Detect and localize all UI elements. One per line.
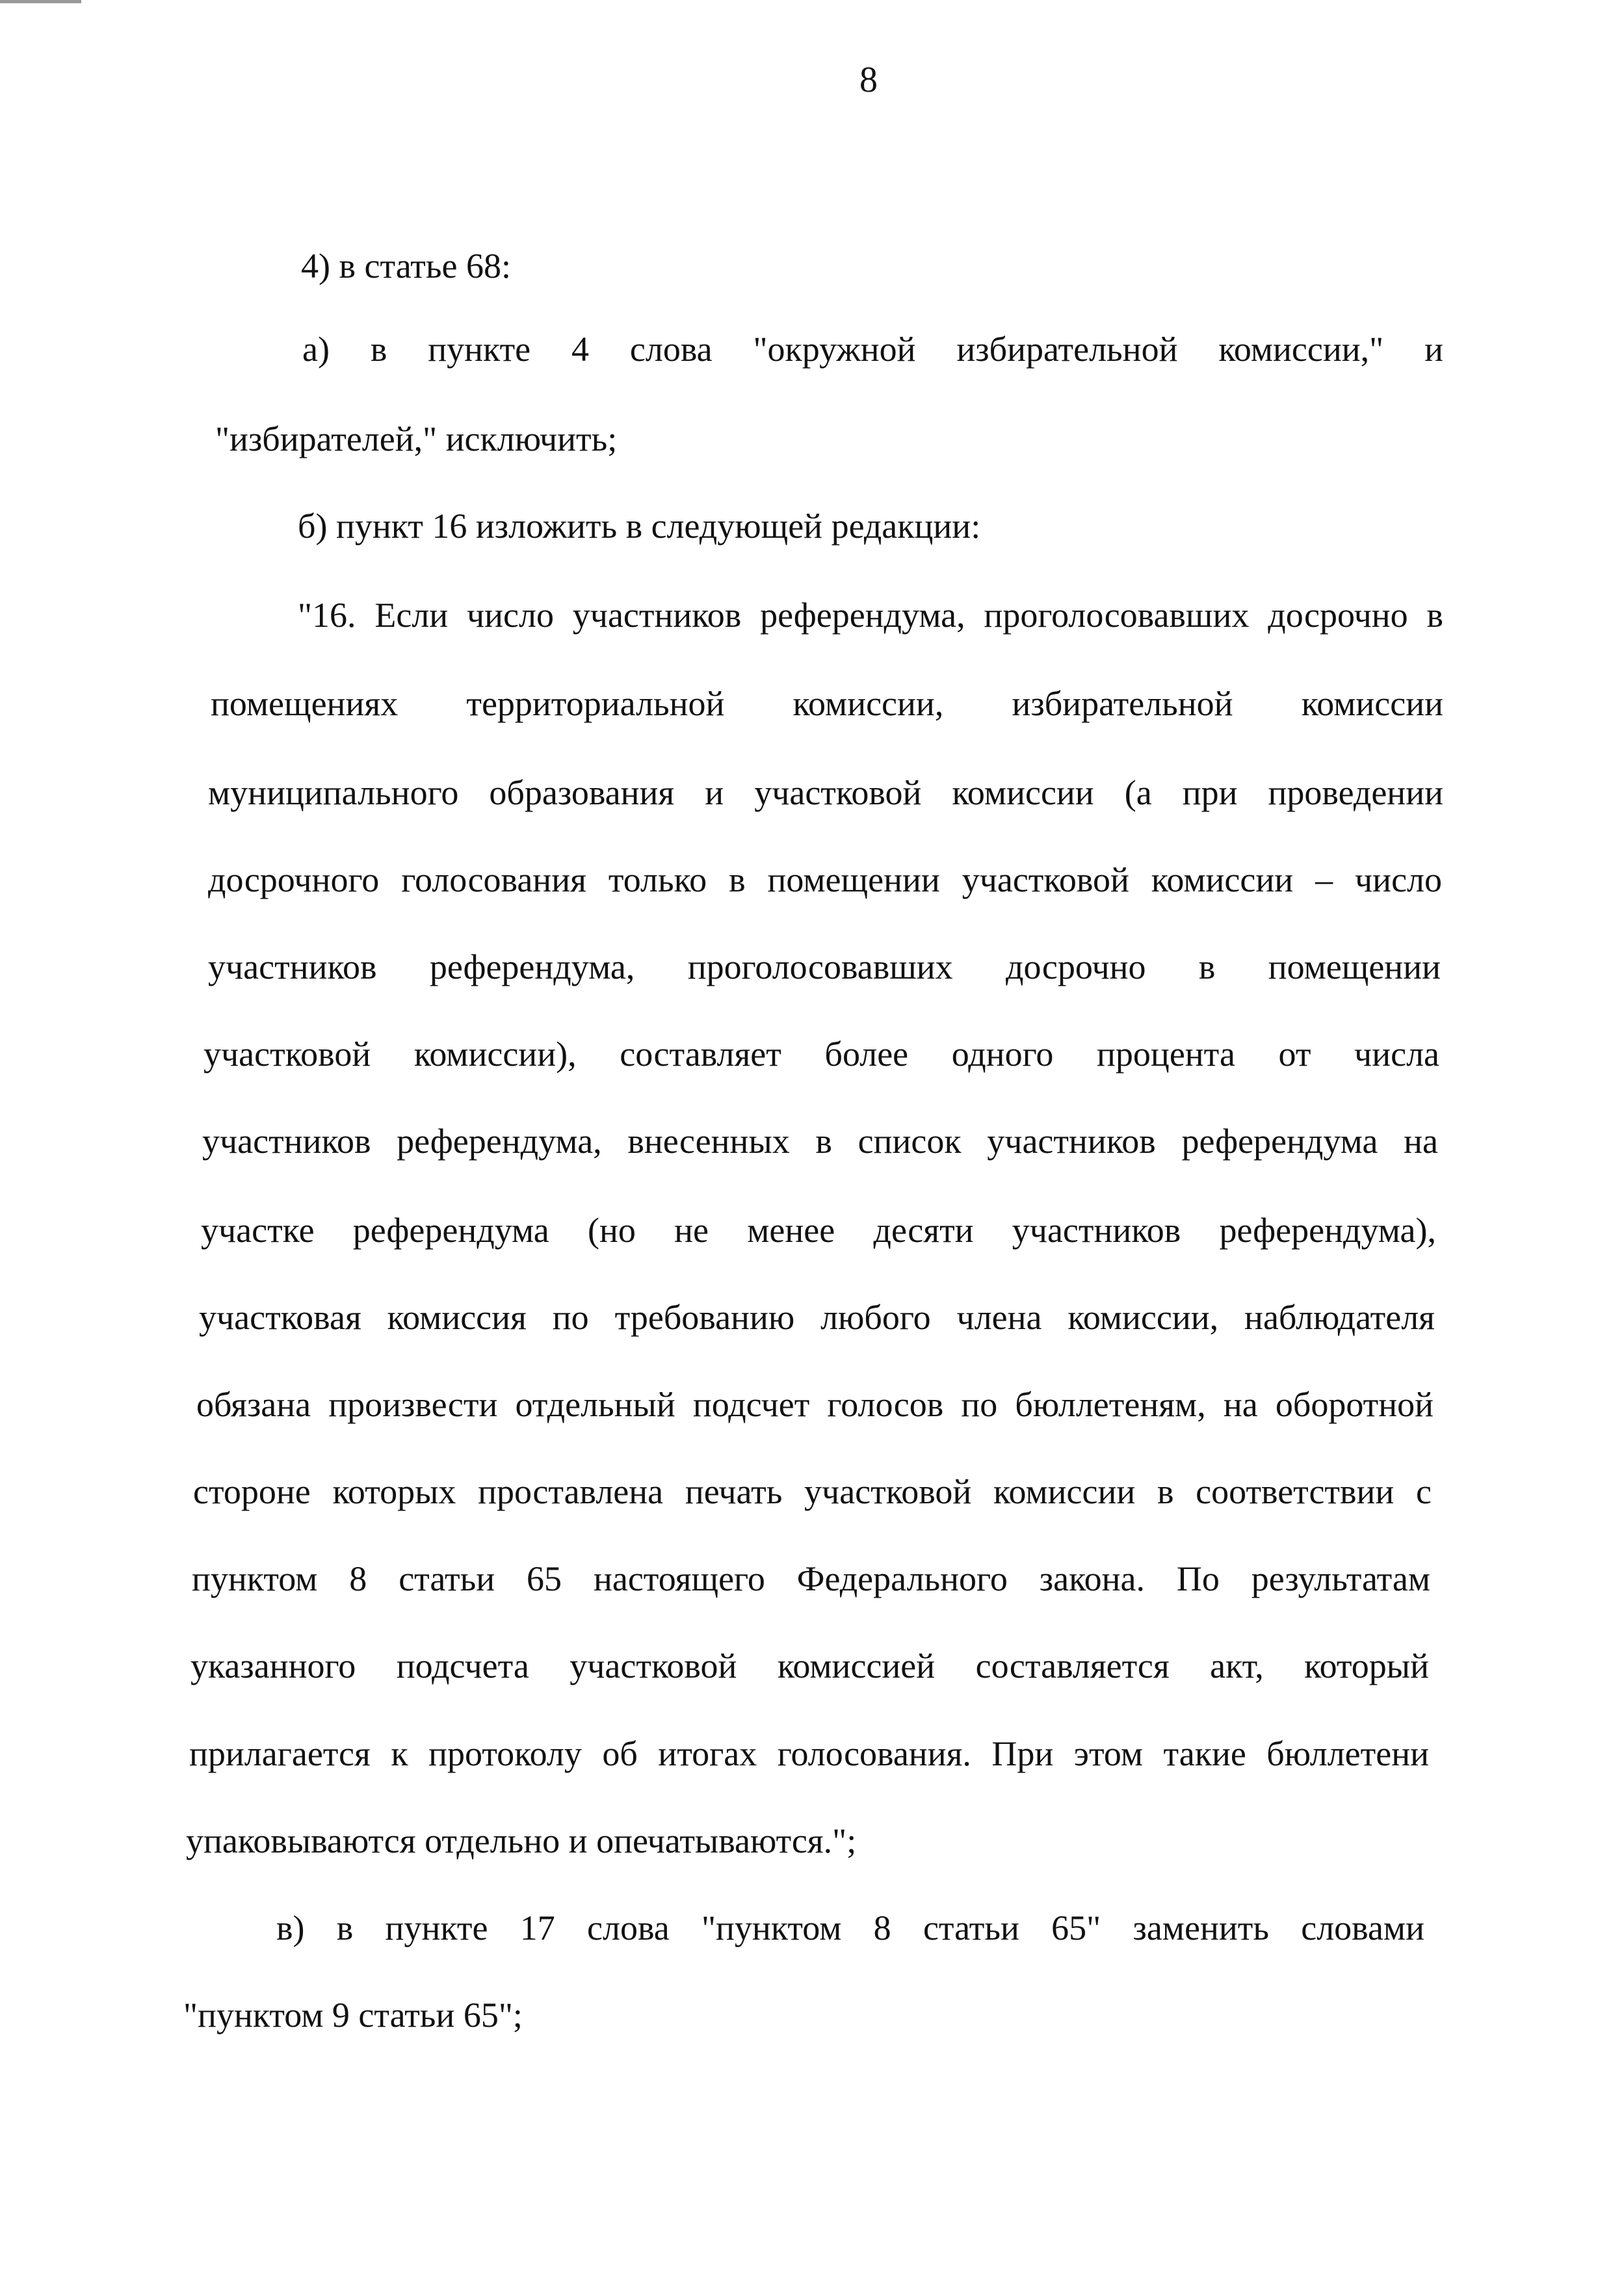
text-line: муниципального образования и участковой комиссии (а при проведении <box>208 773 1443 812</box>
text-line: участников референдума, проголосовавших досрочно в помещении <box>208 947 1441 986</box>
text-line: упаковываются отдельно и опечатываются."; <box>186 1821 857 1860</box>
text-line: пунктом 8 статьи 65 настоящего Федерального закона. По результатам <box>192 1559 1430 1598</box>
text-line: прилагается к протоколу об итогах голосования. При этом такие бюллетени <box>189 1734 1429 1773</box>
text-line: а) в пункте 4 слова "окружной избирательной комиссии," и <box>302 330 1443 369</box>
scan-artifact <box>0 0 81 3</box>
text-line: 4) в статье 68: <box>301 246 511 285</box>
text-line: "избирателей," исключить; <box>215 419 618 458</box>
text-line: "16. Если число участников референдума, проголосовавших досрочно в <box>298 596 1443 635</box>
text-line: указанного подсчета участковой комиссией составляется акт, который <box>190 1646 1429 1685</box>
text-line: участников референдума, внесенных в список участников референдума на <box>202 1122 1438 1161</box>
text-line: в) в пункте 17 слова "пунктом 8 статьи 65" заменить словами <box>276 1908 1424 1947</box>
text-line: участковой комиссии), составляет более одного процента от числа <box>203 1035 1439 1074</box>
text-line: б) пункт 16 изложить в следующей редакции: <box>298 507 981 546</box>
text-line: "пунктом 9 статьи 65"; <box>183 1996 523 2035</box>
text-line: участке референдума (но не менее десяти участников референдума), <box>201 1211 1436 1250</box>
page-number: 8 <box>859 60 878 100</box>
text-line: досрочного голосования только в помещении участковой комиссии – число <box>208 860 1442 899</box>
text-line: стороне которых проставлена печать участковой комиссии в соответствии с <box>193 1472 1432 1511</box>
text-line: помещениях территориальной комиссии, избирательной комиссии <box>211 684 1443 723</box>
text-line: обязана произвести отдельный подсчет голосов по бюллетеням, на оборотной <box>196 1385 1434 1424</box>
text-line: участковая комиссия по требованию любого члена комиссии, наблюдателя <box>199 1298 1435 1337</box>
